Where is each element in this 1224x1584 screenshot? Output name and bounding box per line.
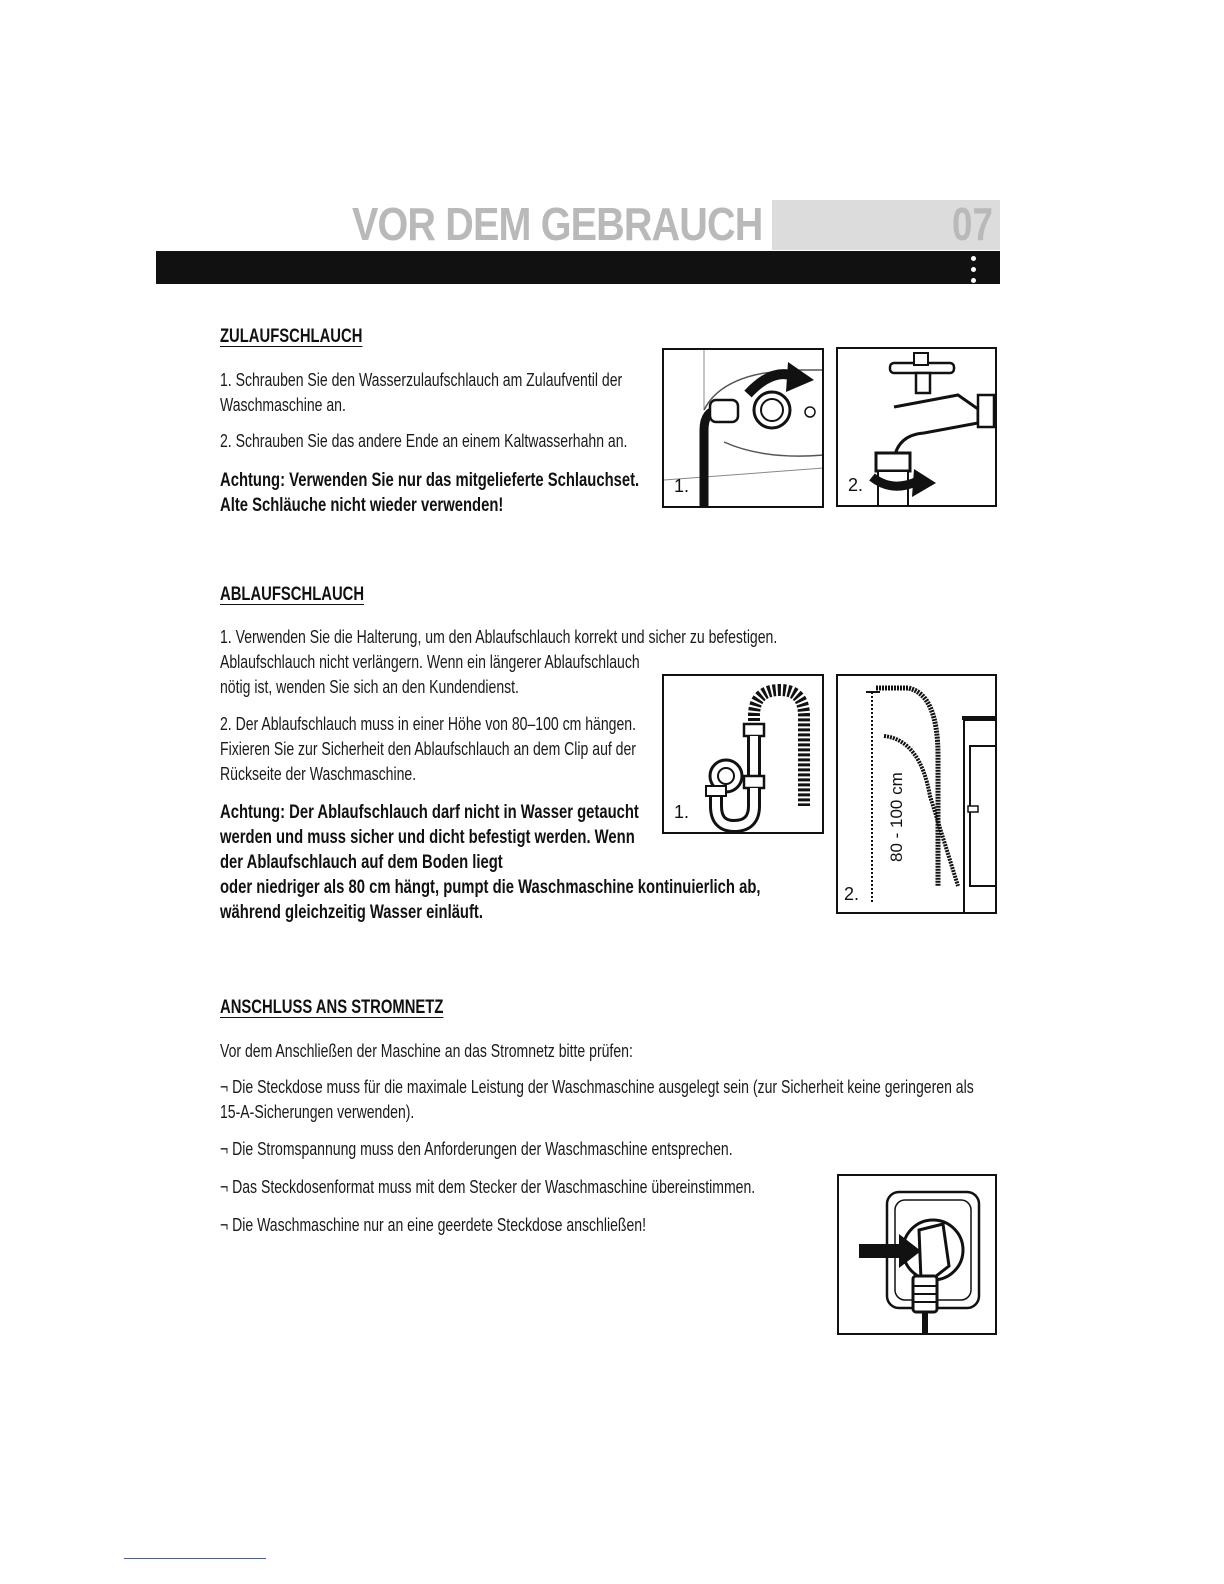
ablauf-step-1-note: Ablaufschlauch nicht verlängern. Wenn ein längerer Ablaufschlauch nötig ist, wenden Sie sich an den Kundendienst. bbox=[220, 652, 640, 697]
figure-siphon bbox=[662, 674, 824, 834]
section-heading-strom: ANSCHLUSS ANS STROMNETZ bbox=[220, 997, 444, 1018]
page-title: VOR DEM GEBRAUCH bbox=[352, 198, 763, 250]
figure-label: 2. bbox=[848, 475, 864, 495]
zulauf-warning: Achtung: Verwenden Sie nur das mitgelieferte Schlauchset. Alte Schläuche nicht wieder verwenden! bbox=[220, 470, 640, 516]
ablauf-step-2: 2. Der Ablaufschlauch muss in einer Höhe von 80–100 cm hängen. Fixieren Sie zur Sicherheit den Ablaufschlauch an dem Clip auf der Rückseite der Waschmaschine. bbox=[220, 714, 637, 784]
dot-marker bbox=[971, 278, 976, 283]
ablauf-warning-continued: oder niedriger als 80 cm hängt, pumpt die Waschmaschine kontinuierlich ab, während gleichzeitig Wasser einläuft. bbox=[220, 877, 761, 923]
strom-intro: Vor dem Anschließen der Maschine an das Stromnetz bitte prüfen: bbox=[220, 1041, 633, 1061]
ablauf-step-1: 1. Verwenden Sie die Halterung, um den Ablaufschlauch korrekt und sicher zu befestigen. bbox=[220, 627, 778, 647]
drain-height-illustration bbox=[838, 676, 997, 914]
header-bar bbox=[156, 251, 1000, 284]
figure-drain-height bbox=[836, 674, 997, 914]
grounded-socket-illustration bbox=[839, 1176, 997, 1335]
section-heading-ablauf: ABLAUFSCHLAUCH bbox=[220, 584, 365, 605]
figure-label: 2. bbox=[844, 884, 860, 904]
strom-bullet-4: ¬ Die Waschmaschine nur an eine geerdete Steckdose anschließen! bbox=[220, 1215, 647, 1235]
ablauf-warning: Achtung: Der Ablaufschlauch darf nicht in Wasser getaucht werden und muss sicher und dicht befestigt werden. Wenn der Ablaufschlauch auf dem Boden liegt bbox=[220, 802, 639, 873]
footer-rule bbox=[124, 1558, 266, 1559]
figure-label: 1. bbox=[674, 476, 690, 496]
figure-label: 1. bbox=[674, 802, 690, 822]
page-number: 07 bbox=[952, 198, 993, 250]
strom-bullet-1: ¬ Die Steckdose muss für die maximale Leistung der Waschmaschine ausgelegt sein (zur Sicherheit keine geringeren als 15-A-Sicherungen verwenden). bbox=[220, 1077, 974, 1122]
dot-marker bbox=[971, 256, 976, 261]
zulauf-step-1: 1. Schrauben Sie den Wasserzulaufschlauch am Zulaufventil der Waschmaschine an. bbox=[220, 370, 623, 415]
figure-cold-tap bbox=[836, 347, 997, 507]
height-label: 80 - 100 cm bbox=[887, 772, 906, 862]
strom-bullet-3: ¬ Das Steckdosenformat muss mit dem Stecker der Waschmaschine übereinstimmen. bbox=[220, 1177, 756, 1197]
figure-socket bbox=[837, 1174, 997, 1335]
zulauf-step-2: 2. Schrauben Sie das andere Ende an einem Kaltwasserhahn an. bbox=[220, 431, 628, 451]
dot-marker bbox=[971, 267, 976, 272]
section-heading-zulauf: ZULAUFSCHLAUCH bbox=[220, 326, 363, 347]
figure-inlet-valve bbox=[662, 348, 824, 508]
strom-bullet-2: ¬ Die Stromspannung muss den Anforderungen der Waschmaschine entsprechen. bbox=[220, 1139, 733, 1159]
